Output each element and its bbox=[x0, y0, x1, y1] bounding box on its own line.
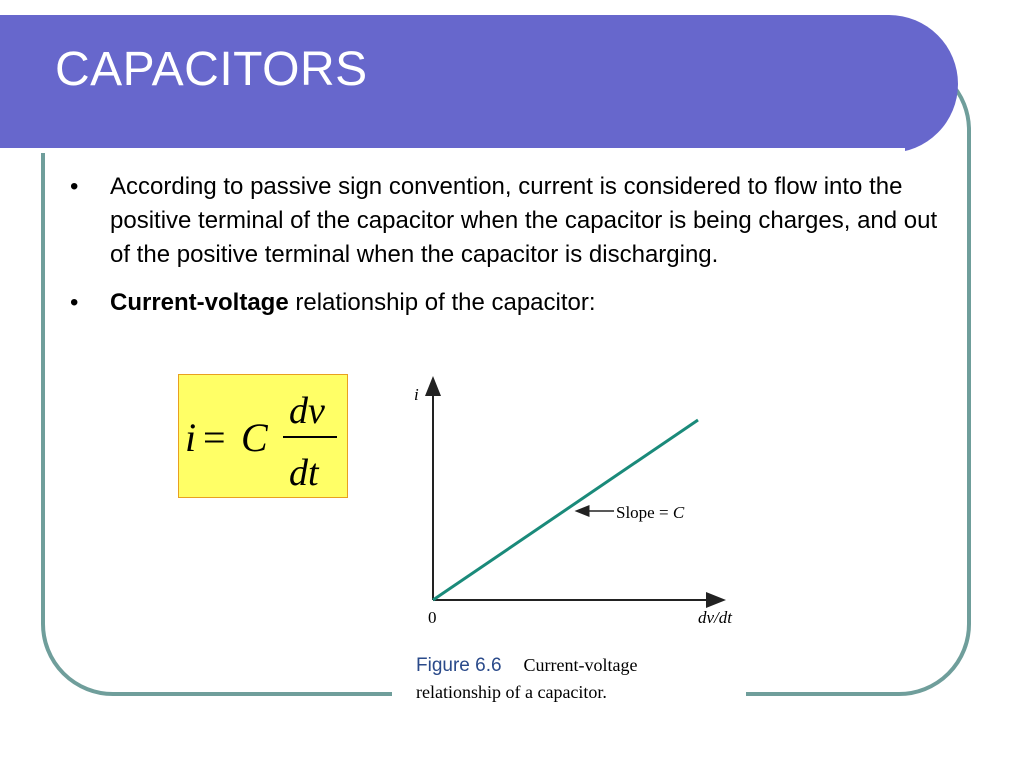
caption-figure-number: Figure 6.6 bbox=[416, 655, 502, 676]
bullet-dot: • bbox=[70, 289, 79, 316]
origin-label: 0 bbox=[428, 608, 437, 627]
slide-title: CAPACITORS bbox=[55, 43, 368, 96]
bullet-rest-text: relationship of the capacitor: bbox=[288, 289, 596, 316]
formula-eq: = bbox=[203, 415, 226, 460]
y-axis-label: i bbox=[414, 385, 419, 404]
formula-lhs: i bbox=[185, 415, 197, 460]
bullet-dot: • bbox=[70, 173, 79, 200]
caption-line2: relationship of a capacitor. bbox=[416, 682, 607, 702]
formula-const: C bbox=[241, 415, 268, 460]
formula-numerator: dv bbox=[289, 390, 325, 432]
bullet-bold-text: Current-voltage bbox=[110, 289, 289, 316]
formula-denominator: dt bbox=[289, 452, 319, 494]
slope-label-prefix: Slope = bbox=[616, 503, 673, 522]
x-axis-label: dv/dt bbox=[698, 608, 732, 627]
figure-caption bbox=[416, 652, 638, 705]
slope-label bbox=[616, 503, 685, 522]
slope-label-var: C bbox=[672, 503, 685, 522]
caption-line1: Current-voltage bbox=[523, 655, 638, 675]
bullet-text: According to passive sign convention, current is considered to flow into the positive terminal of the capacitor when the capacitor is being charges, and out of the positive terminal when the capacitor is discharging. bbox=[110, 173, 938, 268]
